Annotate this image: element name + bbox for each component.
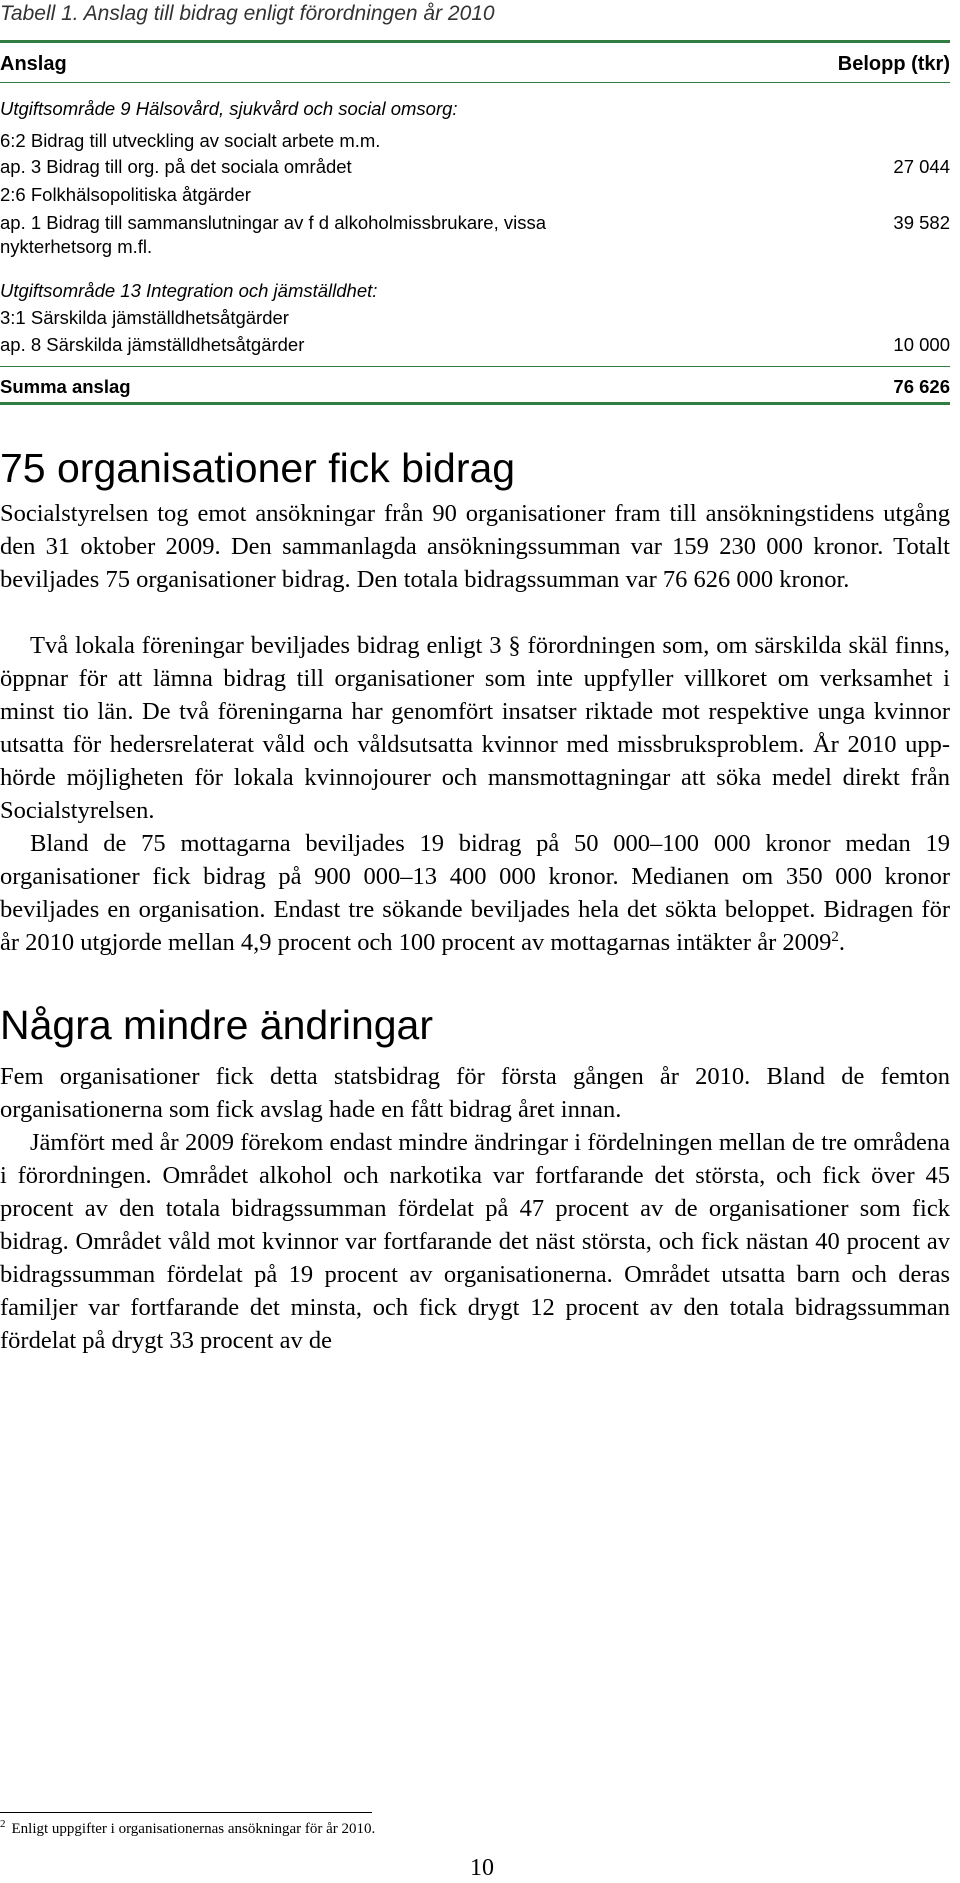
paragraph: Två lokala föreningar beviljades bidrag enligt 3 § förordningen som, om särskilda skäl finns, öppnar för att lämna bidrag till organisationer som inte uppfyller villkoret om verksamhet i minst tio län. De två föreningarna har genomfört insatser riktade mot respektive unga kvinnor utsatta för hedersrelaterat våld och våldsutsatta kvinnor med missbruksproblem. År 2010 upphörde möjligheten för lokala kvinnojourer och mansmottagningar att söka medel direkt från Socialstyrelsen. — [0, 632, 950, 824]
table-header-rule — [0, 82, 950, 83]
table-total-row — [0, 376, 950, 398]
table-row-label: ap. 3 Bidrag till org. på det sociala området — [0, 156, 352, 177]
column-header-belopp: Belopp (tkr) — [837, 53, 950, 75]
table-sub-heading: 3:1 Särskilda jämställdhetsåtgärder — [0, 307, 289, 328]
table-sub-heading: 2:6 Folkhälsopolitiska åtgärder — [0, 184, 251, 205]
footnote-text: Enligt uppgifter i organisationernas ansökningar för år 2010. — [11, 1821, 376, 1837]
table-row-label: ap. 1 Bidrag till sammanslutningar av f d alkoholmissbrukare, vissa — [0, 212, 546, 233]
table-row — [0, 212, 950, 234]
table-top-rule — [0, 40, 950, 43]
paragraph: Jämfört med år 2009 förekom endast mindre ändringar i fördelningen mellan de tre områdena i förordningen. Området alkohol och narkotika var fortfarande det största, och fick över 45 procent av den totala bidragssumman fördelat på 47 procent av de organisationer som fick bidrag. Området våld mot kvinnor var fortfarande det näst största, och fick nästan 40 procent av bidragssumman fördelat på 19 procent av organisationerna. Området utsatta barn och deras familjer var fortfarande det minsta, och fick drygt 12 procent av den totala bidragssumman fördelat på drygt 33 procent av de — [0, 1129, 950, 1354]
table-total-label: Summa anslag — [0, 376, 131, 397]
table-row-amount: 39 582 — [893, 212, 950, 233]
footnote-reference[interactable]: 2 — [831, 928, 839, 945]
table-row-amount: 27 044 — [893, 156, 950, 177]
table-row-label: ap. 8 Särskilda jämställdhetsåtgärder — [0, 334, 305, 355]
column-header-anslag: Anslag — [0, 53, 67, 75]
table-total-rule — [0, 366, 950, 367]
section-heading: Några mindre ändringar — [0, 1002, 434, 1048]
page-number: 10 — [470, 1855, 494, 1881]
table-area-heading: Utgiftsområde 13 Integration och jämställdhet: — [0, 280, 378, 301]
table-row-amount: 10 000 — [893, 334, 950, 355]
footnote — [0, 1818, 375, 1838]
paragraph: Fem organisationer fick detta statsbidrag för första gången år 2010. Bland de femton organisationerna som fick avslag hade en fått bidrag året innan. — [0, 1063, 950, 1123]
table-row-label-cont: nykterhetsorg m.fl. — [0, 236, 153, 257]
footnote-rule — [0, 1812, 372, 1813]
table-total-amount: 76 626 — [893, 376, 950, 397]
section-heading: 75 organisationer fick bidrag — [0, 445, 516, 491]
paragraph — [0, 827, 950, 959]
footnote-mark: 2 — [0, 1818, 6, 1830]
paragraph: Socialstyrelsen tog emot ansökningar från 90 organisationer fram till ansökningstidens utgång den 31 oktober 2009. Den sammanlagda ansökningssumman var 159 230 000 kronor. Totalt beviljades 75 organisationer bidrag. Den totala bidragssumman var 76 626 000 kronor. — [0, 500, 950, 593]
table-sub-heading: 6:2 Bidrag till utveckling av socialt arbete m.m. — [0, 130, 381, 151]
table-caption: Tabell 1. Anslag till bidrag enligt förordningen år 2010 — [0, 2, 495, 25]
table-row — [0, 156, 950, 178]
table-bottom-rule — [0, 402, 950, 405]
paragraph-end: . — [838, 929, 845, 956]
table-row — [0, 334, 950, 356]
table-header — [0, 53, 950, 76]
table-area-heading: Utgiftsområde 9 Hälsovård, sjukvård och social omsorg: — [0, 98, 458, 119]
paragraph-text: Bland de 75 mottagarna beviljades 19 bidrag på 50 000–100 000 kronor medan 19 organisationer fick bidrag på 900 000–13 400 000 kronor. Medianen om 350 000 kronor beviljades en organisation. Endast tre sökande beviljades hela det sökta beloppet. Bidragen för år 2010 utgjorde mellan 4,9 procent och 100 procent av mottagarnas intäkter år 2009 — [0, 830, 950, 956]
